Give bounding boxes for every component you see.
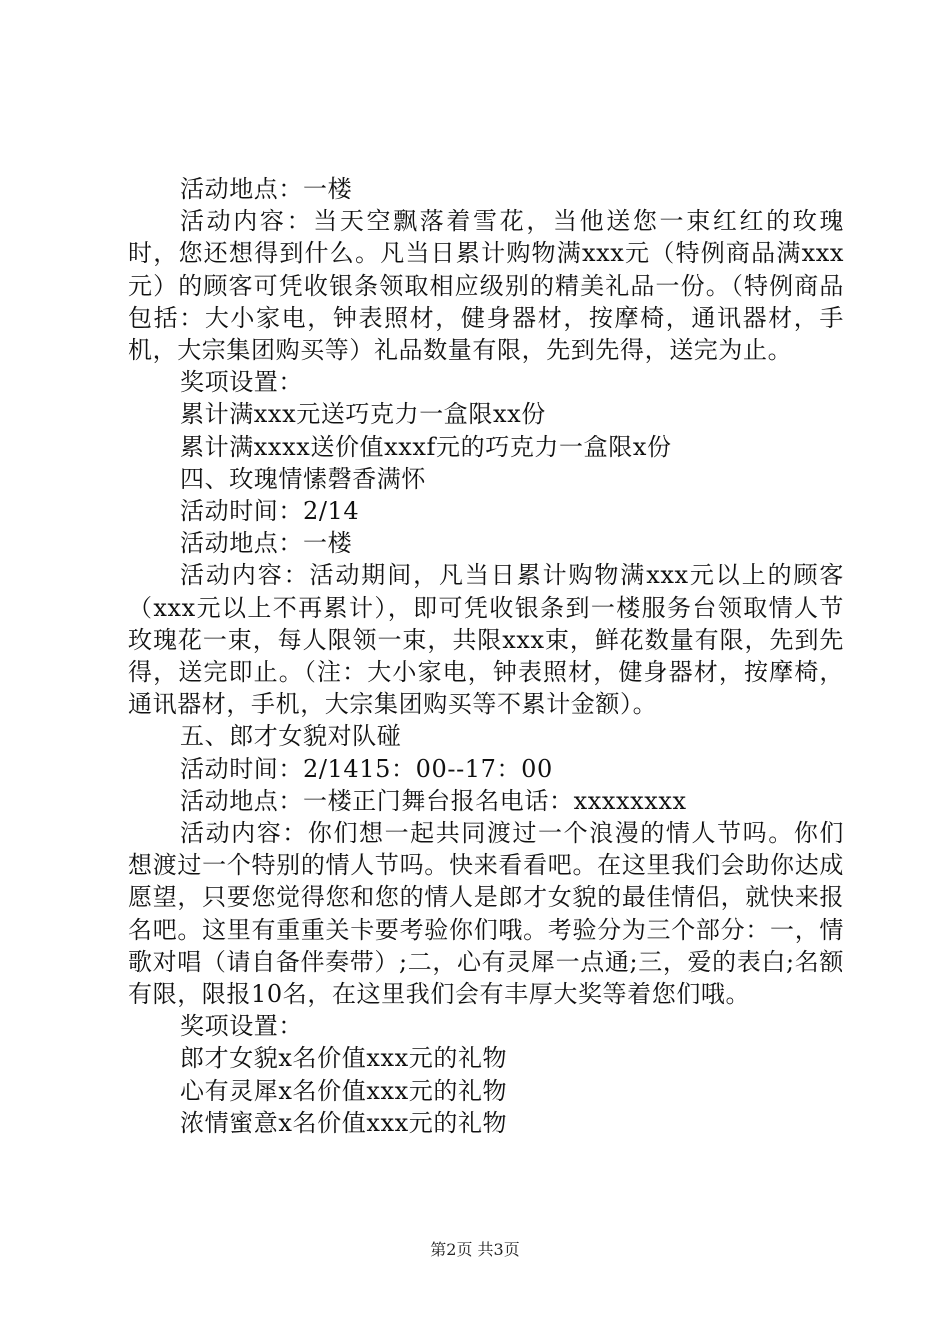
prize-settings-heading: 奖项设置：: [180, 1012, 303, 1041]
prize-line: 累计满xxx元送巧克力一盒限xx份: [180, 400, 546, 429]
venue-line: 活动地点：一楼: [180, 175, 353, 203]
prize-line: 浓情蜜意x名价值xxx元的礼物: [180, 1108, 508, 1137]
section-heading: 四、玫瑰情愫磬香满怀: [180, 464, 426, 493]
prize-line: 郎才女貌x名价值xxx元的礼物: [180, 1044, 508, 1073]
venue-line: 活动地点：一楼: [180, 529, 353, 558]
page-footer: 第2页 共3页: [430, 1240, 520, 1259]
time-line: 活动时间：2/1415：00--17：00: [180, 754, 553, 783]
activity-content-paragraph: 活动内容：活动期间，凡当日累计购物满xxx元以上的顾客（xxx元以上不再累计），即可凭收银条到一楼服务台领取情人节玫瑰花一束，每人限领一束，共限xxx束，鲜花数量有限，先到先得，送完即止。（注：大小家电，钟表照材，健身器材，按摩椅，通讯器材，手机，大宗集团购买等不累计金额）。: [128, 561, 844, 719]
prize-line: 累计满xxxx送价值xxxf元的巧克力一盒限x份: [180, 432, 672, 461]
activity-content-paragraph: 活动内容：你们想一起共同渡过一个浪漫的情人节吗。你们想渡过一个特别的情人节吗。快来看看吧。在这里我们会助你达成愿望，只要您觉得您和您的情人是郎才女貌的最佳情侣，就快来报名吧。这里有重重关卡要考验你们哦。考验分为三个部分：一，情歌对唱（请自备伴奏带）;二，心有灵犀一点通;三，爱的表白;名额有限，限报10名，在这里我们会有丰厚大奖等着您们哦。: [128, 819, 844, 1009]
document-body: [128, 173, 844, 1139]
prize-settings-heading: 奖项设置：: [180, 368, 303, 397]
activity-content-paragraph: 活动内容：当天空飘落着雪花，当他送您一束红红的玫瑰时，您还想得到什么。凡当日累计购物满xxx元（特例商品满xxx元）的顾客可凭收银条领取相应级别的精美礼品一份。（特例商品包括：大小家电，钟表照材，健身器材，按摩椅，通讯器材，手机，大宗集团购买等）礼品数量有限，先到先得，送完为止。: [128, 207, 844, 365]
prize-line: 心有灵犀x名价值xxx元的礼物: [180, 1076, 508, 1105]
time-line: 活动时间：2/14: [180, 497, 360, 526]
venue-line: 活动地点：一楼正门舞台报名电话：xxxxxxxx: [180, 786, 687, 815]
section-heading: 五、郎才女貌对队碰: [180, 722, 402, 751]
